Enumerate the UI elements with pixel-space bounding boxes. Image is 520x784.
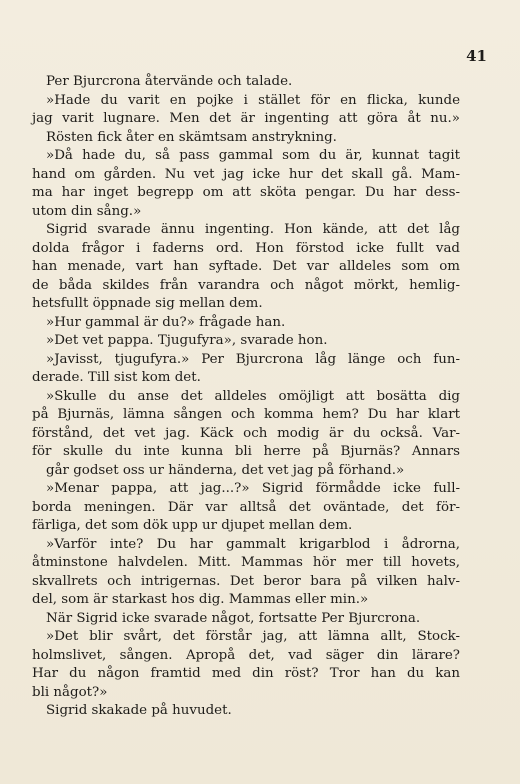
text-line: dolda frågor i faderns ord. Hon förstod icke fullt vad — [32, 240, 460, 256]
text-line: Har du någon framtid med din röst? Tror han du kan — [32, 666, 460, 681]
text-line: »Det vet pappa. Tjugufyra», svarade hon. — [46, 333, 328, 348]
text-line: borda meningen. Där var alltså det oväntade, det för- — [32, 499, 460, 515]
text-line: »Javisst, tjugufyra.» Per Bjurcrona låg länge och fun- — [46, 351, 460, 367]
text-line: ma har inget begrepp om att sköta pengar. Du har dess- — [32, 185, 460, 200]
text-line: »Menar pappa, att jag...?» Sigrid förmådde icke full- — [46, 481, 460, 496]
text-line: Sigrid skakade på huvudet. — [46, 703, 232, 718]
text-line: derade. Till sist kom det. — [32, 370, 201, 385]
text-line: del, som är starkast hos dig. Mammas eller min.» — [32, 592, 369, 607]
text-line: »Hade du varit en pojke i stället för en flicka, kunde — [46, 92, 460, 108]
text-line: på Bjurnäs, lämna sången och komma hem? Du har klart — [32, 407, 460, 422]
text-line: Sigrid svarade ännu ingenting. Hon kände, att det låg — [46, 222, 460, 237]
text-line: holmslivet, sången. Apropå det, vad säger din lärare? — [32, 647, 460, 663]
text-line: åtminstone halvdelen. Mitt. Mammas hör mer till hovets, — [32, 555, 460, 570]
text-line: »Det blir svårt, det förstår jag, att lämna allt, Stock- — [46, 629, 460, 644]
text-line: bli något?» — [32, 684, 108, 700]
text-line: skvallrets och intrigernas. Det beror bara på vilken halv- — [32, 573, 460, 589]
text-line: »Hur gammal är du?» frågade han. — [46, 314, 286, 330]
text-line: för skulle du inte kunna bli herre på Bjurnäs? Annars — [32, 444, 460, 459]
page-number: 41 — [466, 47, 487, 65]
text-line: färliga, det som dök upp ur djupet mellan dem. — [32, 518, 353, 533]
text-line: utom din sång.» — [32, 203, 142, 219]
text-line: »Då hade du, så pass gammal som du är, kunnat tagit — [46, 148, 460, 163]
text-line: »Varför inte? Du har gammalt krigarblod i ådrorna, — [46, 536, 460, 552]
text-line: jag varit lugnare. Men det är ingenting att göra åt nu.» — [32, 111, 460, 126]
text-line: går godset oss ur händerna, det vet jag på förhand.» — [46, 462, 405, 478]
text-line: När Sigrid icke svarade något, fortsatte Per Bjurcrona. — [46, 610, 421, 626]
text-line: Rösten fick åter en skämtsam anstrykning. — [46, 129, 337, 145]
text-line: han menade, vart han syftade. Det var alldeles som om — [32, 259, 460, 274]
body-text — [32, 73, 460, 721]
text-line: förstånd, det vet jag. Käck och modig är du också. Var- — [32, 425, 460, 441]
text-line: Per Bjurcrona återvände och talade. — [46, 74, 293, 89]
text-line: »Skulle du anse det alldeles omöjligt att bosätta dig — [46, 388, 460, 404]
text-line: hand om gården. Nu vet jag icke hur det skall gå. Mam- — [32, 166, 460, 182]
text-line: de båda skildes från varandra och något mörkt, hemlig- — [32, 277, 460, 293]
text-line: hetsfullt öppnade sig mellan dem. — [32, 296, 263, 311]
